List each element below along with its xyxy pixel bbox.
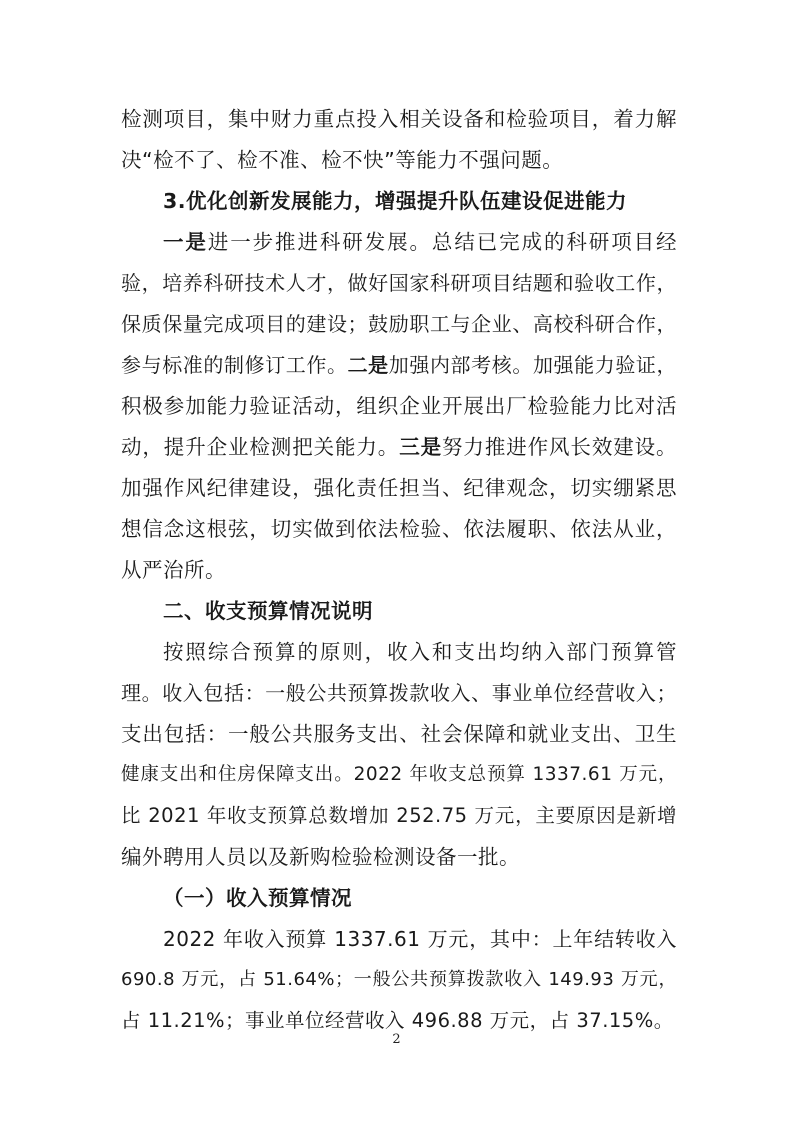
body-text: 参与标准的制修订工作。 (121, 353, 348, 377)
body-line-15 (121, 675, 677, 711)
body-text: 决“检不了、检不准、检不快”等能力不强问题。 (121, 148, 564, 172)
subsection-heading-3 (163, 183, 677, 219)
heading-text: 二、收支预算情况说明 (163, 599, 373, 623)
body-text: 健康支出和住房保障支出。2022 年收支总预算 1337.61 万元， (121, 764, 677, 785)
body-line-2 (121, 142, 677, 178)
body-text: 检测项目，集中财力重点投入相关设备和检验项目，着力解 (121, 107, 677, 131)
body-text: 加强作风纪律建设，强化责任担当、纪律观念，切实绷紧思 (121, 476, 677, 500)
body-line-22 (121, 962, 677, 998)
body-text: 积极参加能力验证活动，组织企业开展出厂检验能力比对活 (121, 394, 677, 418)
body-text: 2022 年收入预算 1337.61 万元，其中：上年结转收入 (163, 927, 677, 951)
body-text: 保质保量完成项目的建设；鼓励职工与企业、高校科研合作， (121, 312, 677, 336)
body-line-16 (121, 716, 677, 752)
body-line-12 (121, 552, 677, 588)
body-line-5 (121, 265, 677, 301)
body-line-19 (121, 839, 677, 875)
body-line-8 (121, 388, 677, 424)
body-text: 进一步推进科研发展。总结已完成的科研项目经 (207, 230, 677, 254)
body-line-21 (163, 921, 677, 957)
body-line-4 (163, 224, 677, 260)
body-line-11 (121, 511, 677, 547)
body-text: 努力推进作风长效建设。 (442, 435, 677, 459)
body-line-9 (121, 429, 677, 465)
body-text: 加强内部考核。加强能力验证， (388, 353, 677, 377)
body-text: 从严治所。 (121, 558, 226, 582)
lead-keyword: 二是 (347, 353, 389, 377)
body-text: 想信念这根弦，切实做到依法检验、依法履职、依法从业， (121, 517, 677, 541)
body-text: 690.8 万元，占 51.64%；一般公共预算拨款收入 149.93 万元， (121, 969, 677, 990)
body-text: 动，提升企业检测把关能力。 (121, 435, 400, 459)
body-text: 理。收入包括：一般公共预算拨款收入、事业单位经营收入； (121, 681, 677, 705)
heading-text: （一）收入预算情况 (163, 886, 352, 910)
heading-text: 3.优化创新发展能力，增强提升队伍建设促进能力 (163, 189, 628, 213)
section-heading-2 (163, 593, 677, 629)
body-text: 占 11.21%；事业单位经营收入 496.88 万元，占 37.15%。 (121, 1009, 674, 1032)
body-line-10 (121, 470, 677, 506)
body-line-18 (121, 798, 677, 834)
body-text: 编外聘用人员以及新购检验检测设备一批。 (121, 845, 520, 869)
lead-keyword: 一是 (163, 230, 208, 254)
body-text: 比 2021 年收支预算总数增加 252.75 万元，主要原因是新增 (121, 804, 677, 827)
page-number: 2 (392, 1032, 401, 1047)
body-line-1 (121, 101, 677, 137)
subsection-heading-income (163, 880, 677, 916)
body-text: 支出包括：一般公共服务支出、社会保障和就业支出、卫生 (121, 722, 677, 746)
body-text: 按照综合预算的原则，收入和支出均纳入部门预算管 (163, 640, 677, 664)
body-line-6 (121, 306, 677, 342)
body-text: 验，培养科研技术人才，做好国家科研项目结题和验收工作， (121, 271, 677, 295)
body-line-14 (163, 634, 677, 670)
lead-keyword: 三是 (399, 435, 443, 459)
body-line-17 (121, 757, 677, 793)
body-line-7 (121, 347, 677, 383)
